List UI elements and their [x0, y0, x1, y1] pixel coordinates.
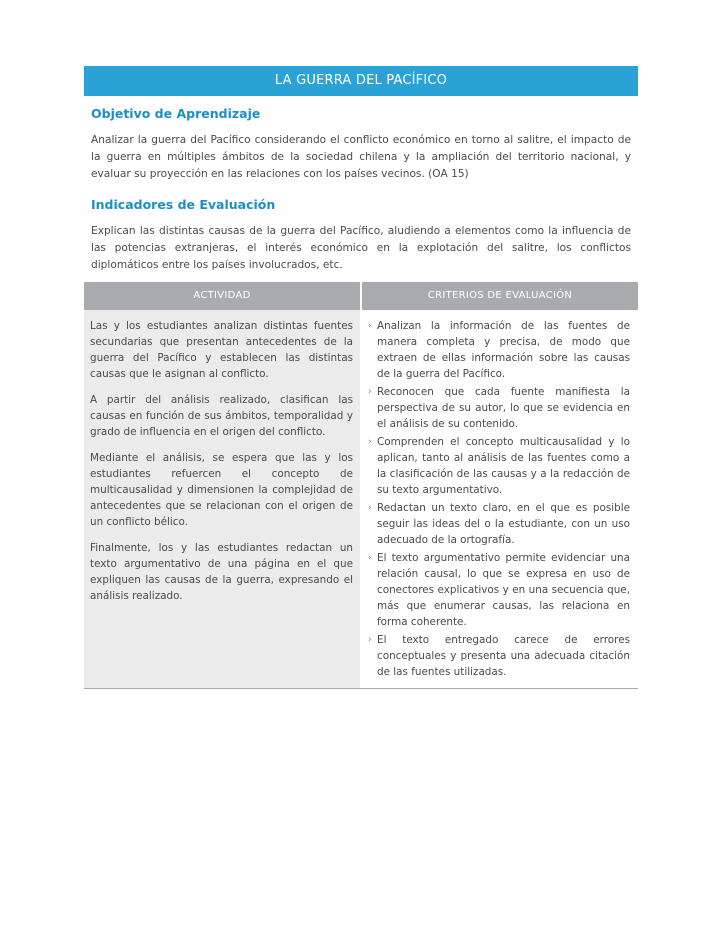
evaluation-table — [84, 282, 638, 689]
criterio-item — [368, 550, 630, 630]
actividad-paragraph: Las y los estudiantes analizan distintas fuentes secundarias que presentan antecedentes de la guerra del Pacífico y establecen las distintas causas que le asignan al conflicto. — [90, 320, 353, 380]
criterio-item — [368, 434, 630, 498]
chevron-right-icon: › — [368, 553, 372, 563]
indicadores-heading: Indicadores de Evaluación — [91, 197, 276, 212]
chevron-right-icon: › — [368, 437, 372, 447]
criterio-item — [368, 384, 630, 432]
objetivo-section — [84, 106, 638, 183]
indicadores-text: Explican las distintas causas de la guerra del Pacífico, aludiendo a elementos como la influencia de las potencias extranjeras, el interés económico en la explotación del salitre, los conflictos diplomáticos entre los países involucrados, etc. — [91, 225, 631, 271]
criterio-text: Comprenden el concepto multicausalidad y lo aplican, tanto al análisis de las fuentes como a la clasificación de las causas y a la redacción de su texto argumentativo. — [377, 436, 630, 496]
criterios-column — [362, 310, 638, 688]
table-body — [84, 310, 638, 688]
chevron-right-icon: › — [368, 635, 372, 645]
actividad-paragraph: Finalmente, los y las estudiantes redactan un texto argumentativo de una página en el que expliquen las causas de la guerra, expresando el análisis realizado. — [90, 542, 353, 602]
criterio-item — [368, 500, 630, 548]
actividad-paragraph: Mediante el análisis, se espera que las y los estudiantes refuercen el concepto de multicausalidad y dimensionen la complejidad de antecedentes que se relacionan con el origen de un conflicto bélico. — [90, 452, 353, 528]
table-header — [84, 282, 638, 310]
criterio-text: El texto argumentativo permite evidenciar una relación causal, lo que se expresa en uso de conectores explicativos y en una secuencia que, más que enumerar causas, las relaciona en forma coherente. — [377, 552, 630, 628]
document-page — [84, 66, 638, 689]
chevron-right-icon: › — [368, 387, 372, 397]
criterio-text: Analizan la información de las fuentes de manera completa y precisa, de modo que extraen de ellas información sobre las causas de la guerra del Pacífico. — [377, 320, 630, 380]
actividad-column — [84, 310, 360, 688]
objetivo-text: Analizar la guerra del Pacífico considerando el conflicto económico en torno al salitre, el impacto de la guerra en múltiples ámbitos de la sociedad chilena y la ampliación del territorio nacional, y evaluar su proyección en las relaciones con los países vecinos. (OA 15) — [91, 134, 631, 180]
criterio-text: Reconocen que cada fuente manifiesta la perspectiva de su autor, lo que se evidencia en el análisis de su contenido. — [377, 386, 630, 430]
objetivo-heading: Objetivo de Aprendizaje — [91, 106, 261, 121]
criterio-text: El texto entregado carece de errores conceptuales y presenta una adecuada citación de las fuentes utilizadas. — [377, 634, 630, 678]
actividad-paragraph: A partir del análisis realizado, clasifican las causas en función de sus ámbitos, temporalidad y grado de influencia en el origen del conflicto. — [90, 394, 353, 438]
column-header-actividad: ACTIVIDAD — [84, 282, 360, 310]
indicadores-section — [84, 197, 638, 274]
column-header-criterios: CRITERIOS DE EVALUACIÓN — [362, 282, 638, 310]
criterio-item — [368, 632, 630, 680]
criterio-item — [368, 318, 630, 382]
criterio-text: Redactan un texto claro, en el que es posible seguir las ideas del o la estudiante, con un uso adecuado de la ortografía. — [377, 502, 630, 546]
page-title: LA GUERRA DEL PACÍFICO — [84, 66, 638, 96]
chevron-right-icon: › — [368, 321, 372, 331]
chevron-right-icon: › — [368, 503, 372, 513]
